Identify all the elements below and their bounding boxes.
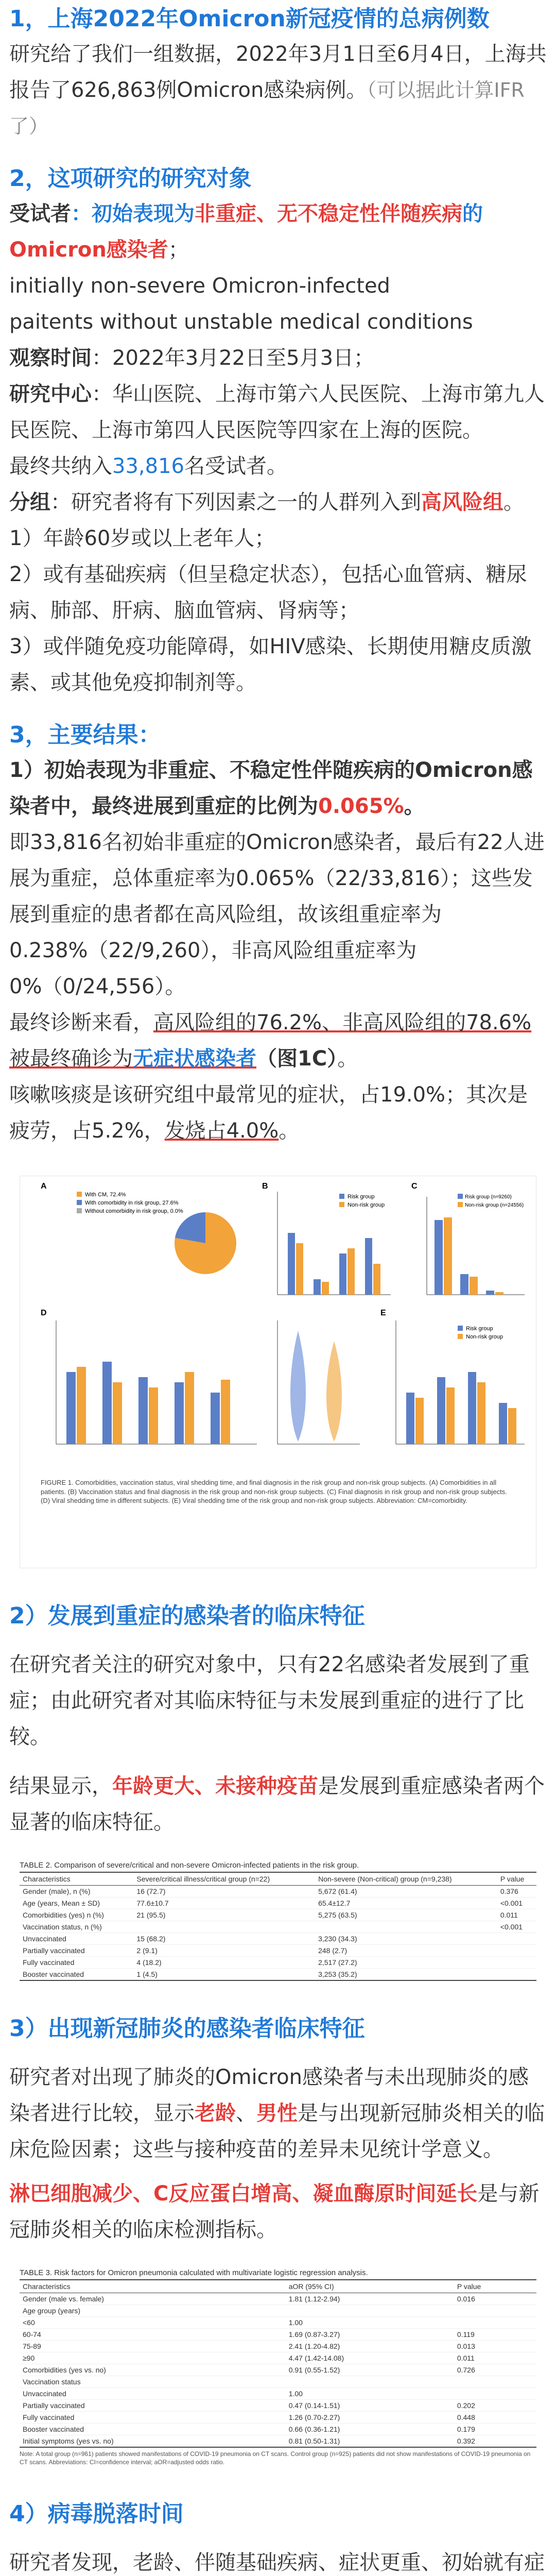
legend-a xyxy=(77,1192,183,1214)
table-cell: 0.376 xyxy=(497,1886,536,1897)
table-cell: Gender (male), n (%) xyxy=(20,1886,133,1897)
table-cell: 0.91 (0.55-1.52) xyxy=(286,2364,454,2376)
table-row xyxy=(20,2400,536,2412)
table-cell: 65.4±12.7 xyxy=(315,1897,497,1909)
bar xyxy=(113,1382,122,1444)
table-cell xyxy=(286,2376,454,2388)
table-cell: <0.001 xyxy=(497,1897,536,1909)
result-1 xyxy=(9,752,547,824)
violin-shape xyxy=(290,1331,306,1442)
bar xyxy=(175,1382,184,1444)
paragraph xyxy=(9,2176,547,2248)
column-header: aOR (95% CI) xyxy=(286,2280,454,2293)
paragraph xyxy=(9,36,547,144)
bar xyxy=(406,1393,414,1444)
text: 、 xyxy=(236,2102,256,2125)
table-cell xyxy=(133,1921,315,1933)
paragraph xyxy=(9,1768,547,1840)
section-subjects xyxy=(9,162,547,701)
column-header: P value xyxy=(497,1872,536,1886)
highlight: 老龄 xyxy=(195,2102,236,2125)
paragraph: 研究者发现，老龄、伴随基础疾病、症状更重、初始就有症 xyxy=(9,2551,545,2575)
table-cell: 4.47 (1.42-14.08) xyxy=(286,2352,454,2364)
section-severe xyxy=(9,1599,547,1840)
section-total-cases xyxy=(9,2,547,144)
result-2: 即33,816名初始非重症的Omicron感染者，最后有22人进展为重症，总体重症率为0.065%（22/33,816）；这些发展到重症的患者都在高风险组，故该组重症率为0.238%（22/9,260），非高风险组重症率为0%（0/24,556）。 xyxy=(9,831,545,998)
table-cell: 0.392 xyxy=(454,2435,536,2448)
table-row xyxy=(20,2317,536,2329)
table-cell: 1.69 (0.87-3.27) xyxy=(286,2329,454,2341)
legend-swatch xyxy=(77,1192,82,1197)
table-row xyxy=(20,1945,536,1957)
table-cell xyxy=(497,1945,536,1957)
table-3 xyxy=(20,2268,536,2466)
bar xyxy=(477,1382,485,1444)
paragraph-subjects xyxy=(9,196,547,268)
table-cell xyxy=(454,2305,536,2317)
text: 研究给了我们一组数据，2022年3月1日至6月4日，上海共报告了626,863例Omicron感染病例。 xyxy=(9,42,547,102)
label: 观察时间 xyxy=(9,346,92,370)
text: 。 xyxy=(503,490,524,514)
table-2-grid xyxy=(20,1872,536,1981)
highlight: 高风险组 xyxy=(421,490,503,514)
table-cell: <60 xyxy=(20,2317,286,2329)
table-cell: Age group (years) xyxy=(20,2305,286,2317)
legend-swatch xyxy=(339,1194,344,1199)
table-2 xyxy=(20,1861,536,1981)
figure-1 xyxy=(20,1176,536,1568)
paragraph-group xyxy=(9,484,547,520)
table-cell: Booster vaccinated xyxy=(20,1969,133,1981)
highlight: 男性 xyxy=(256,2102,298,2125)
paragraph xyxy=(9,2059,547,2167)
panel-c-bars xyxy=(427,1197,525,1295)
article-content xyxy=(0,2,556,2576)
table-cell: 248 (2.7) xyxy=(315,1945,497,1957)
text: 。 xyxy=(279,1119,300,1143)
legend-swatch xyxy=(458,1194,463,1199)
table-note: Note: A total group (n=961) patients showed manifestations of COVID-19 pneumonia on CT scans. Control group (n=925) patients did not show manifestations of COVID-19 pneumonia on CT scans. Abbreviations: CI=confidence interval; aOR=adjusted odds ratio. xyxy=(20,2450,531,2466)
paragraph-time xyxy=(9,340,547,376)
table-cell: Age (years, Mean ± SD) xyxy=(20,1897,133,1909)
bar xyxy=(339,1253,346,1295)
bar xyxy=(138,1377,148,1444)
bar xyxy=(185,1372,194,1444)
panel-label-b: B xyxy=(262,1182,268,1191)
table-cell: Unvaccinated xyxy=(20,1933,133,1945)
bar xyxy=(508,1408,516,1444)
column-header: Characteristics xyxy=(20,2280,286,2293)
highlight: 淋巴细胞减少、C反应蛋白增高、凝血酶原时间延长 xyxy=(9,2182,478,2206)
label: 分组 xyxy=(9,490,50,514)
bar xyxy=(373,1264,380,1295)
section-title: 3）出现新冠肺炎的感染者临床特征 xyxy=(9,2015,365,2042)
table-row xyxy=(20,2305,536,2317)
text: 研究者对出现了肺炎的Omicron感染者与未出现肺炎的感染者进行比较，显示 xyxy=(9,2065,529,2125)
section-title: 3，主要结果： xyxy=(9,722,161,748)
section-shedding xyxy=(9,2497,547,2576)
legend-label: Non-risk group xyxy=(466,1334,503,1340)
table-cell: 2.41 (1.20-4.82) xyxy=(286,2341,454,2352)
bar xyxy=(348,1248,355,1295)
criteria-item: 3）或伴随免疫功能障碍，如HIV感染、长期使用糖皮质激素、或其他免疫抑制剂等。 xyxy=(9,635,532,694)
text: 是发展到重症感染者两个显著的临床特征。 xyxy=(9,1774,545,1834)
legend-label: With CM, 72.4% xyxy=(85,1192,126,1198)
table-title: TABLE 3. Risk factors for Omicron pneumonia calculated with multivariate logistic regression analysis. xyxy=(20,2268,368,2277)
text: ； xyxy=(168,238,189,262)
text: ：研究者将有下列因素之一的人群列入到 xyxy=(50,490,421,514)
table-cell: 1.00 xyxy=(286,2388,454,2400)
table-row xyxy=(20,1933,536,1945)
text: 。 xyxy=(337,1047,358,1071)
text: 名受试者。 xyxy=(184,454,287,478)
text: 咳嗽咳痰是该研究组中最常见的症状，占19.0%；其次是疲劳，占5.2%， xyxy=(9,1083,528,1143)
section-results xyxy=(9,718,547,1149)
table-cell: ≥90 xyxy=(20,2352,286,2364)
legend-swatch xyxy=(77,1200,82,1205)
table-cell: 1.26 (0.70-2.27) xyxy=(286,2412,454,2424)
highlight: 无症状感染者 xyxy=(133,1047,256,1071)
table-cell: 0.202 xyxy=(454,2400,536,2412)
bar xyxy=(66,1372,76,1444)
bar xyxy=(221,1380,230,1444)
table-cell: Fully vaccinated xyxy=(20,2412,286,2424)
table-cell: 0.016 xyxy=(454,2293,536,2305)
legend-label: Risk group xyxy=(348,1194,375,1200)
table-row xyxy=(20,1886,536,1897)
bar xyxy=(446,1387,455,1444)
column-header: P value xyxy=(454,2280,536,2293)
table-cell: 0.726 xyxy=(454,2364,536,2376)
table-cell: Partially vaccinated xyxy=(20,2400,286,2412)
table-cell: Comorbidities (yes vs. no) xyxy=(20,2364,286,2376)
figure-ref: （图1C） xyxy=(256,1047,338,1071)
table-title: TABLE 2. Comparison of severe/critical and non-severe Omicron-infected patients in the risk group. xyxy=(20,1861,359,1870)
table-row xyxy=(20,1897,536,1909)
table-row xyxy=(20,2376,536,2388)
text: 最终共纳入 xyxy=(9,454,112,478)
table-cell: 0.011 xyxy=(497,1909,536,1921)
legend-label: With comorbidity in risk group, 27.6% xyxy=(85,1200,179,1206)
violin-shape xyxy=(326,1341,342,1442)
bar xyxy=(288,1233,295,1295)
section-title: 1，上海2022年Omicron新冠疫情的总病例数 xyxy=(9,6,490,32)
figure-caption: FIGURE 1. Comorbidities, vaccination status, viral shedding time, and final diagnosis in the risk group and non-risk group subjects. (A) Comorbidities in all patients. (B) Vaccination status and final diagnosis in the risk group and non-risk group subjects. (C) Final diagnosis in risk group and non-risk group subjects. (D) Viral shedding time in different subjects. (E) Viral shedding time of the risk group and non-risk group subjects. Abbreviation: CM=comorbidity. xyxy=(41,1479,507,1505)
underlined-text: 高风险组的76.2%、非高风险组的78.6%被最终确诊为 xyxy=(9,1011,532,1071)
bar xyxy=(486,1291,494,1295)
table-cell: 4 (18.2) xyxy=(133,1957,315,1969)
table-cell xyxy=(497,1957,536,1969)
text: 是与出现新冠肺炎相关的临床危险因素；这些与接种疫苗的差异未见统计学意义。 xyxy=(9,2102,545,2161)
table-cell: Comorbidities (yes) n (%) xyxy=(20,1909,133,1921)
text: 的 xyxy=(462,202,483,226)
table-cell: 1 (4.5) xyxy=(133,1969,315,1981)
table-cell: Initial symptoms (yes vs. no) xyxy=(20,2435,286,2448)
table-row xyxy=(20,2424,536,2435)
table-cell: <0.001 xyxy=(497,1921,536,1933)
label: 受试者 xyxy=(9,202,71,226)
table-cell xyxy=(315,1921,497,1933)
bar xyxy=(211,1393,220,1444)
legend-label: Non-risk group xyxy=(348,1202,385,1208)
legend-c xyxy=(458,1194,524,1208)
legend-label: Risk group (n=9260) xyxy=(465,1194,512,1200)
label: 研究中心 xyxy=(9,382,92,406)
text: ：2022年3月22日至5月3日； xyxy=(92,346,375,370)
text: 结果显示， xyxy=(9,1774,112,1798)
table-cell: 2,517 (27.2) xyxy=(315,1957,497,1969)
table-cell: Partially vaccinated xyxy=(20,1945,133,1957)
column-header: Non-severe (Non-critical) group (n=9,238) xyxy=(315,1872,497,1886)
highlight: 0.065% xyxy=(318,794,404,818)
section-title: 2，这项研究的研究对象 xyxy=(9,165,252,192)
text: 是与新冠肺炎相关的临床检测指标。 xyxy=(9,2182,540,2242)
legend-swatch xyxy=(458,1202,463,1207)
legend-swatch xyxy=(339,1202,344,1207)
text: 1）初始表现为非重症、不稳定性伴随疾病的Omicron感染者中，最终进展到重症的比例为 xyxy=(9,758,533,818)
legend-swatch xyxy=(458,1334,463,1339)
column-header: Severe/critical illness/critical group (n=22) xyxy=(133,1872,315,1886)
table-cell xyxy=(454,2317,536,2329)
table-cell: 77.6±10.7 xyxy=(133,1897,315,1909)
table-cell: 0.011 xyxy=(454,2352,536,2364)
table-row xyxy=(20,2412,536,2424)
table-cell: 3,230 (34.3) xyxy=(315,1933,497,1945)
table-header-row xyxy=(20,1872,536,1886)
bar xyxy=(77,1367,86,1444)
text: ：华山医院、上海市第六人民医院、上海市第九人民医院、上海市第四人民医院等四家在上海的医院。 xyxy=(9,382,545,442)
table-cell: 0.66 (0.36-1.21) xyxy=(286,2424,454,2435)
panel-label-d: D xyxy=(41,1309,47,1317)
criteria-item: 1）年龄60岁或以上老年人； xyxy=(9,527,275,550)
figure-1-graphics xyxy=(20,1176,535,1475)
bar xyxy=(499,1403,507,1444)
english-line: paitents without unstable medical conditions xyxy=(9,310,473,334)
table-header-row xyxy=(20,2280,536,2293)
english-line: initially non-severe Omicron-infected xyxy=(9,274,390,298)
table-row xyxy=(20,1969,536,1981)
table-cell: Fully vaccinated xyxy=(20,1957,133,1969)
bar xyxy=(470,1277,478,1295)
bar xyxy=(314,1279,321,1295)
table-row xyxy=(20,2341,536,2352)
table-cell: 0.448 xyxy=(454,2412,536,2424)
table-row xyxy=(20,1909,536,1921)
table-cell xyxy=(497,1969,536,1981)
table-body xyxy=(20,2293,536,2448)
bar xyxy=(149,1387,158,1444)
table-cell xyxy=(454,2376,536,2388)
section-title: 4）病毒脱落时间 xyxy=(9,2501,184,2528)
table-cell: 5,275 (63.5) xyxy=(315,1909,497,1921)
bar xyxy=(444,1217,452,1295)
table-cell: Vaccination status, n (%) xyxy=(20,1921,133,1933)
table-row xyxy=(20,1921,536,1933)
table-cell xyxy=(286,2305,454,2317)
note-text: （可以据此计算IFR了） xyxy=(9,79,525,138)
table-row xyxy=(20,2435,536,2448)
legend-e xyxy=(458,1326,503,1340)
paragraph-total xyxy=(9,448,547,484)
bar xyxy=(296,1243,303,1295)
table-cell: Vaccination status xyxy=(20,2376,286,2388)
table-row xyxy=(20,2388,536,2400)
table-row xyxy=(20,2293,536,2305)
panel-label-e: E xyxy=(380,1309,386,1317)
table-cell: 21 (95.5) xyxy=(133,1909,315,1921)
highlight: Omicron感染者 xyxy=(9,238,168,262)
table-cell: 0.119 xyxy=(454,2329,536,2341)
table-cell: 1.81 (1.12-2.94) xyxy=(286,2293,454,2305)
table-cell: 0.81 (0.50-1.31) xyxy=(286,2435,454,2448)
panel-d-bars xyxy=(56,1320,257,1444)
legend-swatch xyxy=(458,1326,463,1331)
table-cell: 2 (9.1) xyxy=(133,1945,315,1957)
pie-slice xyxy=(175,1212,205,1243)
panel-label-c: C xyxy=(411,1182,418,1191)
table-cell: 60-74 xyxy=(20,2329,286,2341)
bar xyxy=(365,1238,372,1295)
result-3 xyxy=(9,1005,547,1077)
highlight: 年龄更大、未接种疫苗 xyxy=(112,1774,318,1798)
result-4 xyxy=(9,1077,547,1149)
table-row xyxy=(20,2364,536,2376)
bar xyxy=(435,1220,443,1295)
table-3-grid xyxy=(20,2279,536,2448)
paragraph: 在研究者关注的研究对象中，只有22名感染者发展到了重症；由此研究者对其临床特征与未发展到重症的进行了比较。 xyxy=(9,1653,530,1749)
table-cell: 0.179 xyxy=(454,2424,536,2435)
legend-label: Without comorbidity in risk group, 0.0% xyxy=(85,1208,183,1214)
panel-label-a: A xyxy=(41,1182,47,1191)
pie-chart xyxy=(175,1212,236,1274)
bar xyxy=(495,1292,503,1295)
legend-b xyxy=(339,1194,385,1208)
table-row xyxy=(20,2352,536,2364)
bar xyxy=(322,1282,329,1295)
bar xyxy=(415,1398,424,1444)
legend-swatch xyxy=(77,1208,82,1213)
underlined-text: 发烧占4.0% xyxy=(164,1119,279,1143)
paragraph-center xyxy=(9,376,547,448)
bar xyxy=(437,1377,445,1444)
criteria-item: 2）或有基础疾病（但呈稳定状态），包括心血管病、糖尿病、肺部、肝病、脑血管病、肾病等； xyxy=(9,563,527,622)
table-cell: 0.013 xyxy=(454,2341,536,2352)
table-cell: 0.47 (0.14-1.51) xyxy=(286,2400,454,2412)
table-cell: 5,672 (61.4) xyxy=(315,1886,497,1897)
highlight: 33,816 xyxy=(112,454,184,478)
legend-label: Non-risk group (n=24556) xyxy=(465,1202,524,1208)
table-cell: 75-89 xyxy=(20,2341,286,2352)
section-title: 2）发展到重症的感染者的临床特征 xyxy=(9,1603,365,1629)
section-pneumonia xyxy=(9,2012,547,2248)
table-cell: 3,253 (35.2) xyxy=(315,1969,497,1981)
text: 最终诊断来看， xyxy=(9,1011,153,1035)
text: 。 xyxy=(404,794,425,818)
bar xyxy=(460,1274,468,1295)
legend-label: Risk group xyxy=(466,1326,493,1332)
table-cell xyxy=(497,1933,536,1945)
table-cell xyxy=(454,2388,536,2400)
table-cell: 15 (68.2) xyxy=(133,1933,315,1945)
column-header: Characteristics xyxy=(20,1872,133,1886)
table-row xyxy=(20,2329,536,2341)
table-body xyxy=(20,1886,536,1981)
table-cell: 16 (72.7) xyxy=(133,1886,315,1897)
table-cell: Gender (male vs. female) xyxy=(20,2293,286,2305)
bar xyxy=(468,1372,476,1444)
text: ：初始表现为 xyxy=(71,202,195,226)
table-cell: Booster vaccinated xyxy=(20,2424,286,2435)
table-row xyxy=(20,1957,536,1969)
highlight: 非重症、无不稳定性伴随疾病 xyxy=(195,202,462,226)
panel-d-violin xyxy=(277,1320,360,1444)
table-cell: Unvaccinated xyxy=(20,2388,286,2400)
bar xyxy=(102,1362,112,1444)
table-cell: 1.00 xyxy=(286,2317,454,2329)
